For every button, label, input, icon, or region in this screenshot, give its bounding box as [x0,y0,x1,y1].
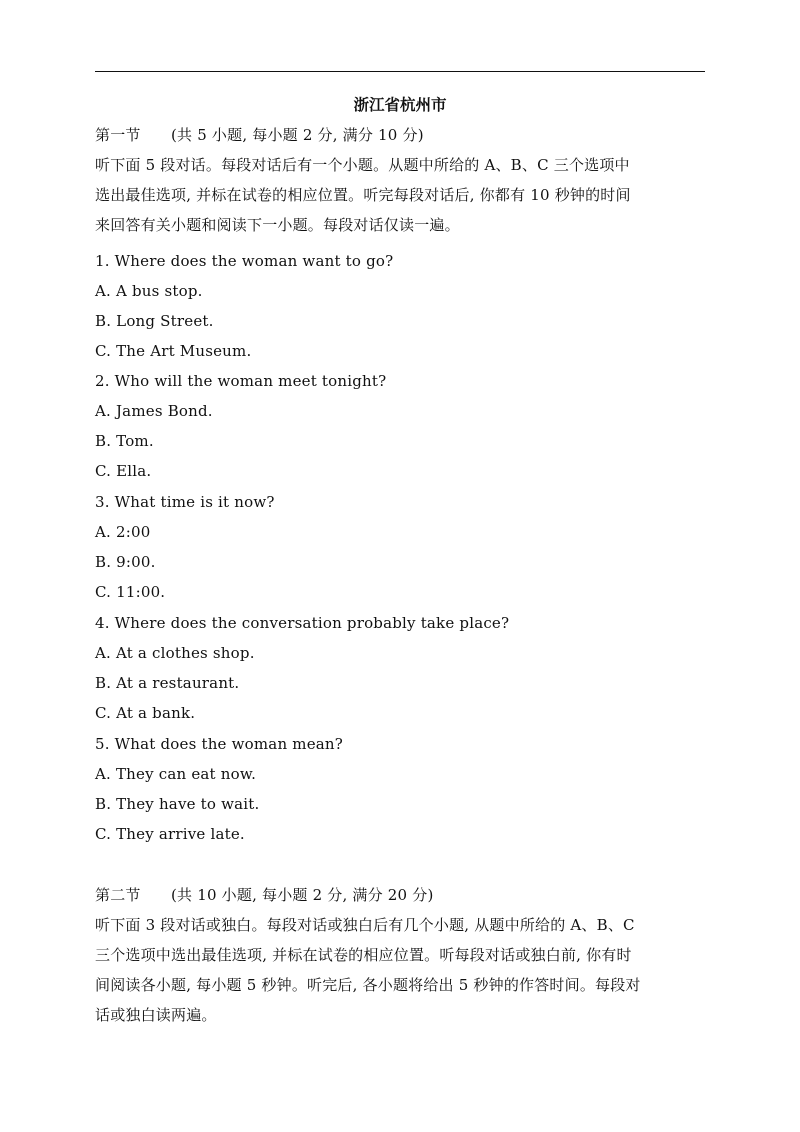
section2-instruction-line: 三个选项中选出最佳选项, 并标在试卷的相应位置。听每段对话或独白前, 你有时 [95,946,632,964]
question-option: B. 9:00. [95,553,156,571]
question-option: C. 11:00. [95,583,166,601]
question-option: C. At a bank. [95,704,196,722]
question-option: B. Tom. [95,432,154,450]
header-rule [95,71,705,72]
section1-heading [95,124,424,146]
question-option: C. The Art Museum. [95,342,252,360]
question-option: A. At a clothes shop. [95,644,255,662]
question-option: C. Ella. [95,462,152,480]
question-stem: 4. Where does the conversation probably take place? [95,614,510,632]
section2-heading [95,884,434,906]
question-option: A. James Bond. [95,402,213,420]
section2-note: (共 10 小题, 每小题 2 分, 满分 20 分) [171,886,434,904]
question-stem: 2. Who will the woman meet tonight? [95,372,387,390]
question-option: A. 2:00 [95,523,151,541]
page-title: 浙江省杭州市 [353,95,447,114]
section1-note: (共 5 小题, 每小题 2 分, 满分 10 分) [171,126,424,144]
question-option: B. They have to wait. [95,795,260,813]
question-option: B. At a restaurant. [95,674,240,692]
section2-label: 第二节 [95,886,141,904]
question-stem: 5. What does the woman mean? [95,735,344,753]
section1-instruction-line: 选出最佳选项, 并标在试卷的相应位置。听完每段对话后, 你都有 10 秒钟的时间 [95,186,631,204]
section1-instruction-line: 来回答有关小题和阅读下一小题。每段对话仅读一遍。 [95,216,460,234]
question-option: C. They arrive late. [95,825,245,843]
question-option: B. Long Street. [95,312,214,330]
section1-instruction-line: 听下面 5 段对话。每段对话后有一个小题。从题中所给的 A、B、C 三个选项中 [95,156,630,174]
question-option: A. They can eat now. [95,765,257,783]
section2-instruction-line: 听下面 3 段对话或独白。每段对话或独白后有几个小题, 从题中所给的 A、B、C [95,916,635,934]
section1-label: 第一节 [95,126,141,144]
section2-instruction-line: 话或独白读两遍。 [95,1006,217,1024]
question-option: A. A bus stop. [95,282,203,300]
question-stem: 1. Where does the woman want to go? [95,252,394,270]
question-stem: 3. What time is it now? [95,493,275,511]
section2-instruction-line: 间阅读各小题, 每小题 5 秒钟。听完后, 各小题将给出 5 秒钟的作答时间。每段对 [95,976,641,994]
